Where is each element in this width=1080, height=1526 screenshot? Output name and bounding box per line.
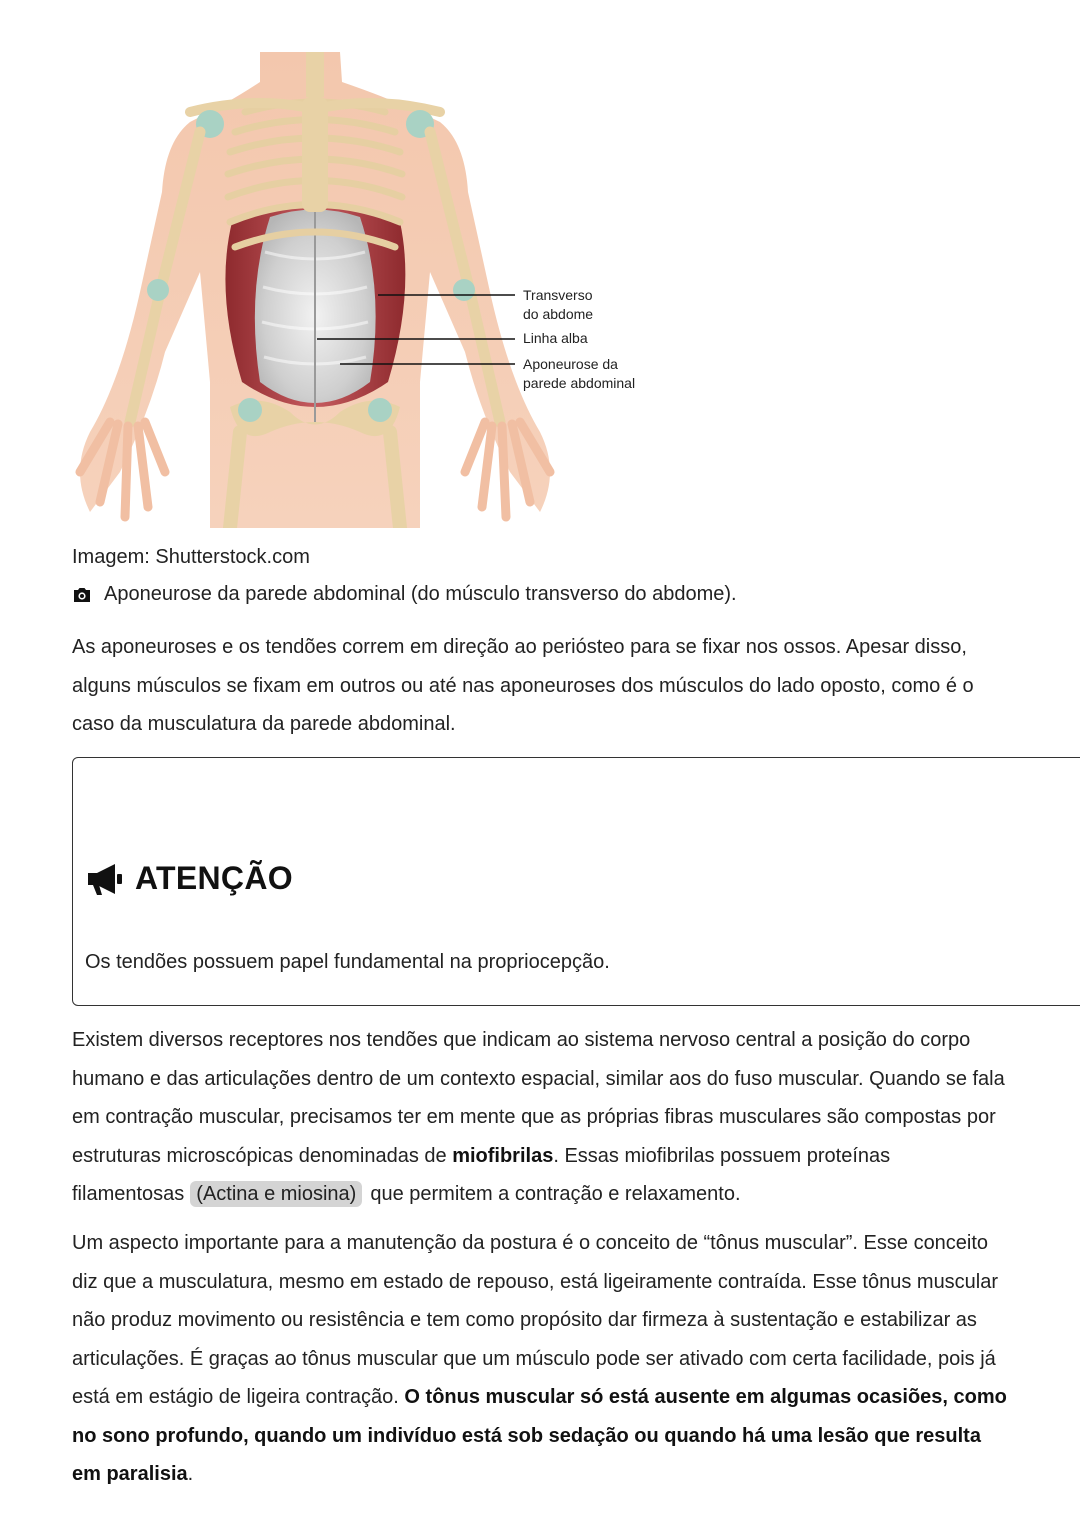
attention-header — [85, 860, 293, 897]
label-linha-alba: Linha alba — [523, 330, 588, 346]
label-transverso-line1: Transverso — [523, 287, 593, 303]
label-aponeurose-line1: Aponeurose da — [523, 356, 618, 372]
attention-box — [72, 757, 1080, 1006]
paragraph-receptors-part1: Existem diversos receptores nos tendões que indicam ao sistema nervoso central a posição do corpo humano e das articulações dentro de um contexto espacial, similar aos do fuso muscular. Quando se fala em contração muscular, precisamos ter em mente que as próprias fibras musculares são compostas por estruturas microscópicas denominadas de — [72, 1029, 1005, 1167]
anatomy-figure — [70, 52, 670, 528]
megaphone-icon — [85, 862, 123, 896]
figure-caption — [72, 583, 737, 606]
attention-text: Os tendões possuem papel fundamental na propriocepção. — [85, 951, 610, 973]
paragraph-tonus — [72, 1224, 1012, 1494]
label-transverso-line2: do abdome — [523, 306, 594, 322]
abdominal-anatomy-illustration — [70, 52, 670, 528]
caption-text: Aponeurose da parede abdominal (do músculo transverso do abdome). — [104, 583, 737, 605]
paragraph-tonus-bold: O tônus muscular só está ausente em algumas ocasiões, como no sono profundo, quando um indivíduo está sob sedação ou quando há uma lesão que resulta em paralisia — [72, 1386, 1007, 1485]
label-aponeurose-line2: parede abdominal — [523, 375, 636, 391]
term-miofibrilas: miofibrilas — [452, 1144, 554, 1167]
paragraph-tonus-part1: Um aspecto importante para a manutenção da postura é o conceito de “tônus muscular”. Esse conceito diz que a musculatura, mesmo em estado de repouso, está ligeiramente contraída. Esse tônus muscular não produz movimento ou resistência e tem como propósito dar firmeza à sustentação e estabilizar as articulações. É graças ao tônus muscular que um músculo pode ser ativado com certa facilidade, pois já está em estágio de ligeira contração. — [72, 1232, 999, 1408]
camera-icon — [72, 585, 92, 605]
highlight-actina-miosina: (Actina e miosina) — [190, 1181, 362, 1207]
paragraph-receptors-part3: que permitem a contração e relaxamento. — [370, 1183, 741, 1205]
attention-title: ATENÇÃO — [135, 860, 293, 896]
image-credit: Imagem: Shutterstock.com — [72, 546, 310, 568]
paragraph-receptors — [72, 1021, 1012, 1214]
paragraph-aponeuroses: As aponeuroses e os tendões correm em direção ao periósteo para se fixar nos ossos. Apesar disso, alguns músculos se fixam em outros ou até nas aponeuroses dos músculos do lado oposto, como é o caso da musculatura da parede abdominal. — [72, 636, 974, 735]
paragraph-receptors-part2: . Essas miofibrilas possuem proteínas filamentosas — [72, 1144, 891, 1205]
paragraph-tonus-end: . — [187, 1463, 194, 1485]
